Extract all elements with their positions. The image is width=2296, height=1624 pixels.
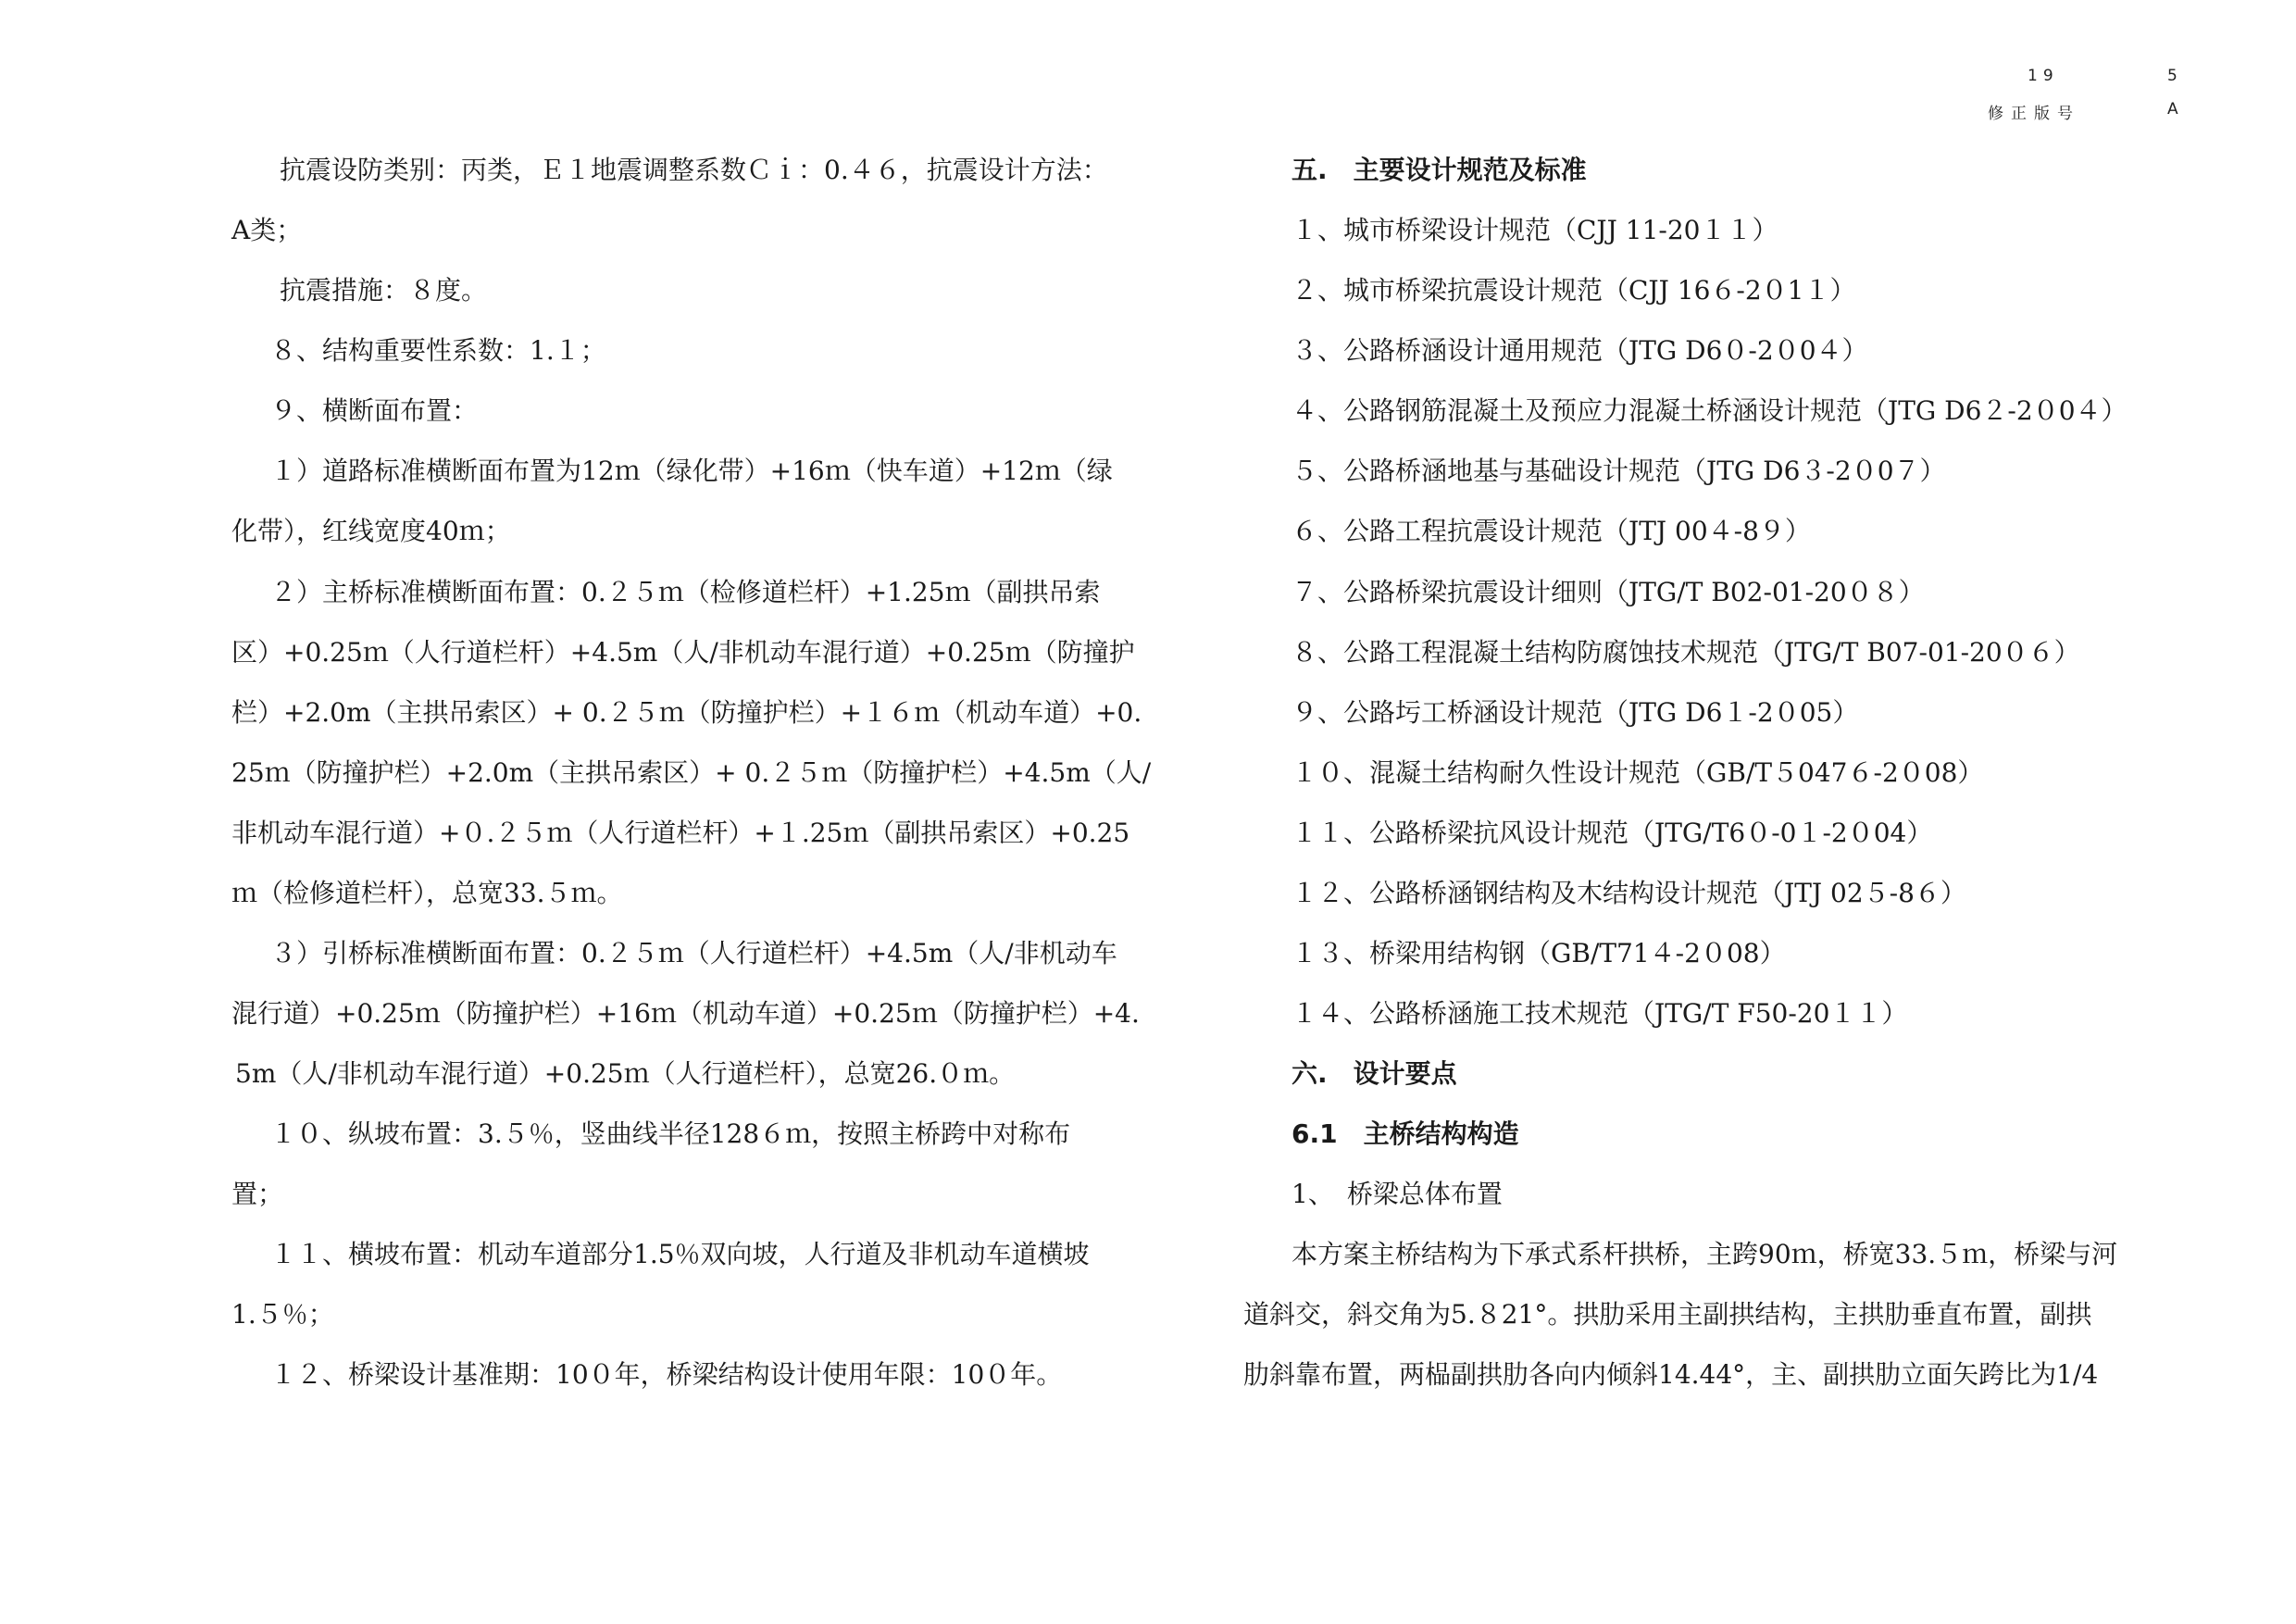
body-line: 置；: [231, 1179, 284, 1209]
body-line: １）道路标准横断面布置为12ｍ（绿化带）+16ｍ（快车道）+12ｍ（绿: [270, 456, 1113, 486]
standard-item: ４、公路钢筋混凝土及预应力混凝土桥涵设计规范（JTG D6２-2０0４）: [1292, 395, 2128, 426]
standard-item: １４、公路桥涵施工技术规范（JTG/T F50-20１１）: [1292, 998, 1908, 1029]
standard-item: ５、公路桥涵地基与基础设计规范（JTG D6３-2０0７）: [1292, 456, 1946, 486]
paragraph-line: 道斜交，斜交角为5.８21°。拱肋采用主副拱结构，主拱肋垂直布置，副拱: [1243, 1299, 2092, 1330]
body-line: 非机动车混行道）+０.２５ｍ（人行道栏杆）+１.25ｍ（副拱吊索区）+0.25: [231, 818, 1130, 848]
body-line: 抗震措施：８度。: [280, 275, 488, 306]
standard-item: ６、公路工程抗震设计规范（JTJ 00４-8９）: [1292, 516, 1811, 546]
standard-item: ２、城市桥梁抗震设计规范（CJJ 16６-2０1１）: [1292, 275, 1856, 306]
revision-label: 修正版号: [1988, 105, 2080, 123]
standard-item: ３、公路桥涵设计通用规范（JTG D6０-2０0４）: [1292, 335, 1868, 366]
page-count: 5: [2167, 67, 2183, 85]
subsubsection-heading: 1、 桥梁总体布置: [1292, 1179, 1503, 1209]
body-line: ９、横断面布置：: [270, 395, 479, 426]
subsection-heading: 6.1 主桥结构构造: [1292, 1118, 1519, 1149]
body-line: A类；: [231, 215, 303, 245]
body-line: １０、纵坡布置：3.５％，竖曲线半径128６ｍ，按照主桥跨中对称布: [270, 1118, 1071, 1149]
body-line: ２）主桥标准横断面布置：0.２５ｍ（检修道栏杆）+1.25ｍ（副拱吊索: [270, 577, 1101, 607]
standard-item: １２、公路桥涵钢结构及木结构设计规范（JTJ 02５-8６）: [1292, 878, 1966, 908]
paragraph-line: 本方案主桥结构为下承式系杆拱桥，主跨90ｍ，桥宽33.５ｍ，桥梁与河: [1292, 1239, 2118, 1269]
body-line: ８、结构重要性系数：1.１；: [270, 335, 606, 366]
body-line: 25ｍ（防撞护栏）+2.0m（主拱吊索区）+ 0.２５ｍ（防撞护栏）+4.5m（人/: [231, 757, 1152, 788]
body-line: １１、横坡布置：机动车道部分1.5％双向坡，人行道及非机动车道横坡: [270, 1239, 1090, 1269]
body-line: 化带），红线宽度40ｍ；: [231, 516, 511, 546]
section-heading: 五. 主要设计规范及标准: [1292, 155, 1587, 185]
page-number: 19: [2028, 67, 2059, 85]
standard-item: ７、公路桥梁抗震设计细则（JTG/T B02-01-20０８）: [1292, 577, 1925, 607]
standard-item: １１、公路桥梁抗风设计规范（JTG/T6０-0１-2０04）: [1292, 818, 1933, 848]
revision-value: A: [2167, 100, 2184, 119]
body-line: ｍ（检修道栏杆），总宽33.５ｍ。: [231, 878, 623, 908]
body-line: 区）+0.25ｍ（人行道栏杆）+4.5m（人/非机动车混行道）+0.25ｍ（防撞护: [231, 637, 1135, 668]
standard-item: １、城市桥梁设计规范（CJJ 11-20１１）: [1292, 215, 1778, 245]
paragraph-line: 肋斜靠布置，两榀副拱肋各向内倾斜14.44°，主、副拱肋立面矢跨比为1/4: [1243, 1359, 2099, 1390]
body-line: １２、桥梁设计基准期：10０年，桥梁结构设计使用年限：10０年。: [270, 1359, 1063, 1390]
body-line: 1.５％；: [231, 1299, 334, 1330]
body-line: 5m（人/非机动车混行道）+0.25ｍ（人行道栏杆），总宽26.０ｍ。: [235, 1058, 1016, 1089]
section-heading: 六. 设计要点: [1292, 1058, 1457, 1089]
body-line: 抗震设防类别：丙类，Ｅ１地震调整系数Ｃｉ：0.４６，抗震设计方法：: [280, 155, 1108, 185]
body-line: ３）引桥标准横断面布置：0.２５ｍ（人行道栏杆）+4.5m（人/非机动车: [270, 938, 1117, 968]
body-line: 混行道）+0.25ｍ（防撞护栏）+16ｍ（机动车道）+0.25ｍ（防撞护栏）+4.: [231, 998, 1140, 1029]
standard-item: ８、公路工程混凝土结构防腐蚀技术规范（JTG/T B07-01-20０６）: [1292, 637, 2080, 668]
standard-item: １０、混凝土结构耐久性设计规范（GB/T５047６-2０08）: [1292, 757, 1984, 788]
standard-item: １３、桥梁用结构钢（GB/T71４-2０08）: [1292, 938, 1786, 968]
standard-item: ９、公路圬工桥涵设计规范（JTG D6１-2０05）: [1292, 697, 1859, 728]
body-line: 栏）+2.0m（主拱吊索区）+ 0.２５ｍ（防撞护栏）+１６ｍ（机动车道）+0.: [231, 697, 1142, 728]
